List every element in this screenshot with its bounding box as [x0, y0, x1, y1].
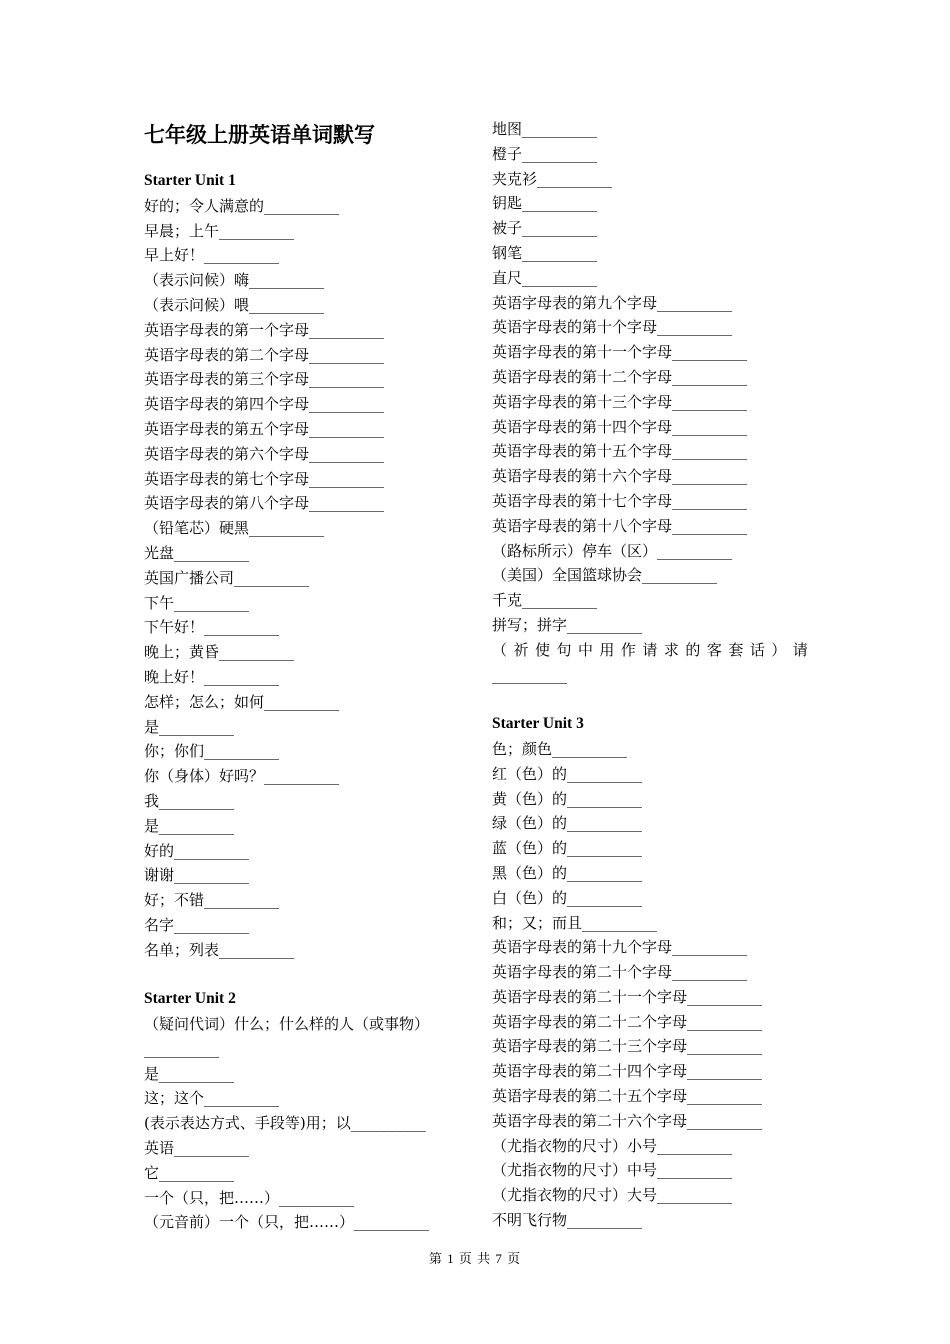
- answer-blank: __________: [567, 789, 643, 808]
- vocab-prompt: 白（色）的: [492, 888, 568, 907]
- vocab-item: [144, 665, 464, 690]
- answer-blank: __________: [567, 839, 643, 858]
- vocab-prompt: 晚上好！: [144, 667, 205, 686]
- answer-blank: __________: [657, 293, 733, 312]
- vocab-item: [144, 367, 464, 392]
- answer-blank: __________: [159, 791, 235, 810]
- answer-blank: __________: [174, 1139, 250, 1158]
- vocab-item: [492, 811, 812, 836]
- vocab-prompt: 早晨；上午: [144, 221, 220, 240]
- vocab-prompt: （尤指衣物的尺寸）中号: [492, 1161, 658, 1180]
- section-spacer: [144, 963, 464, 988]
- vocab-item: [144, 467, 464, 492]
- vocab-item: [144, 938, 464, 963]
- answer-blank: __________: [204, 246, 280, 265]
- vocab-prompt: 谢谢: [144, 866, 175, 885]
- vocab-item: [144, 690, 464, 715]
- answer-blank: __________: [174, 593, 250, 612]
- answer-blank: __________: [309, 395, 385, 414]
- vocab-prompt: 英语字母表的第一个字母: [144, 320, 310, 339]
- answer-blank: __________: [567, 1211, 643, 1230]
- section-heading: Starter Unit 3: [492, 715, 584, 733]
- vocab-item: [492, 1010, 812, 1035]
- vocab-item: [492, 861, 812, 886]
- answer-blank: __________: [159, 816, 235, 835]
- answer-blank: __________: [174, 915, 250, 934]
- vocab-prompt: 你（身体）好吗？: [144, 767, 265, 786]
- vocab-item: [144, 814, 464, 839]
- vocab-prompt: 和；又；而且: [492, 913, 583, 932]
- answer-blank: __________: [522, 591, 598, 610]
- vocab-prompt: 它: [144, 1163, 160, 1182]
- answer-blank: __________: [249, 295, 325, 314]
- vocab-item: [144, 1136, 464, 1161]
- vocab-prompt: 英语字母表的第二十四个字母: [492, 1062, 688, 1081]
- answer-blank: __________: [687, 1111, 763, 1130]
- vocab-prompt: 英语字母表的第十八个字母: [492, 516, 673, 535]
- vocab-item: [144, 913, 464, 938]
- answer-blank: __________: [672, 367, 748, 386]
- vocab-prompt: 名字: [144, 915, 175, 934]
- answer-blank: __________: [264, 767, 340, 786]
- vocab-item: [492, 390, 812, 415]
- answer-blank: __________: [309, 469, 385, 488]
- vocab-prompt: 色；颜色: [492, 739, 553, 758]
- answer-blank: __________: [567, 764, 643, 783]
- answer-blank: __________: [672, 516, 748, 535]
- vocab-prompt: 光盘: [144, 543, 175, 562]
- answer-blank: __________: [309, 345, 385, 364]
- vocab-item: [144, 243, 464, 268]
- answer-blank: __________: [204, 742, 280, 761]
- vocab-item: [492, 514, 812, 539]
- answer-blank: __________: [687, 987, 763, 1006]
- answer-blank: __________: [249, 271, 325, 290]
- vocab-item: [492, 216, 812, 241]
- vocab-item: [492, 167, 812, 192]
- answer-blank: __________: [552, 739, 628, 758]
- vocab-prompt: 晚上；黄昏: [144, 643, 220, 662]
- vocab-prompt: （尤指衣物的尺寸）大号: [492, 1186, 658, 1205]
- vocab-item: [144, 219, 464, 244]
- answer-blank: __________: [582, 913, 658, 932]
- vocab-prompt: 英语字母表的第七个字母: [144, 469, 310, 488]
- answer-blank: __________: [672, 467, 748, 486]
- answer-blank: __________: [522, 219, 598, 238]
- answer-blank: __________: [204, 891, 280, 910]
- vocab-prompt: 英语字母表的第二十二个字母: [492, 1012, 688, 1031]
- vocab-prompt: 英国广播公司: [144, 568, 235, 587]
- vocab-prompt: 英语字母表的第十一个字母: [492, 343, 673, 362]
- answer-blank: __________: [219, 643, 295, 662]
- prompt-char: 请: [792, 640, 808, 659]
- answer-blank: __________: [687, 1062, 763, 1081]
- vocab-prompt: 英语字母表的第二十五个字母: [492, 1087, 688, 1106]
- vocab-prompt: 英语字母表的第二十个字母: [492, 963, 673, 982]
- answer-blank: __________: [492, 665, 567, 684]
- vocab-item: [492, 960, 812, 985]
- vocab-prompt: 英语字母表的第十四个字母: [492, 417, 673, 436]
- vocab-item: [144, 566, 464, 591]
- vocab-prompt: 好的: [144, 841, 175, 860]
- vocab-item: [492, 241, 812, 266]
- vocab-prompt: 怎样；怎么；如何: [144, 692, 265, 711]
- vocab-item: [492, 563, 812, 588]
- answer-blank: __________: [567, 615, 643, 634]
- answer-blank: __________: [354, 1213, 430, 1232]
- answer-blank: __________: [204, 618, 280, 637]
- answer-blank: __________: [159, 1163, 235, 1182]
- prompt-char: 祈: [513, 640, 529, 659]
- prompt-char: 套: [728, 640, 744, 659]
- vocab-prompt: 我: [144, 791, 160, 810]
- vocab-item: [144, 591, 464, 616]
- answer-blank: __________: [249, 519, 325, 538]
- vocab-item: [144, 1062, 464, 1087]
- answer-blank: __________: [219, 221, 295, 240]
- vocab-item: [492, 1158, 812, 1183]
- vocab-item: [144, 268, 464, 293]
- answer-blank: __________: [159, 1064, 235, 1083]
- vocab-prompt: 下午好！: [144, 618, 205, 637]
- prompt-char: 用: [599, 640, 615, 659]
- vocab-prompt: 千克: [492, 591, 523, 610]
- vocab-item: [144, 1210, 464, 1235]
- answer-blank: __________: [219, 940, 295, 959]
- vocab-item: [492, 291, 812, 316]
- answer-blank: __________: [174, 543, 250, 562]
- prompt-char: ）: [771, 640, 787, 659]
- answer-blank: __________: [309, 320, 385, 339]
- vocab-prompt: 钥匙: [492, 194, 523, 213]
- vocab-prompt: 英语字母表的第十二个字母: [492, 367, 673, 386]
- answer-blank: __________: [687, 1087, 763, 1106]
- vocab-item: [144, 392, 464, 417]
- prompt-char: 句: [556, 640, 572, 659]
- vocab-item: [492, 1059, 812, 1084]
- vocab-item: [144, 715, 464, 740]
- vocab-item: [144, 1111, 464, 1136]
- answer-blank: __________: [672, 491, 748, 510]
- prompt-char: 的: [685, 640, 701, 659]
- vocab-item: [492, 787, 812, 812]
- vocab-item: [492, 762, 812, 787]
- vocab-item: [144, 541, 464, 566]
- answer-blank: __________: [672, 392, 748, 411]
- vocab-prompt: 直尺: [492, 268, 523, 287]
- vocab-prompt: 黑（色）的: [492, 863, 568, 882]
- vocab-item: [492, 1034, 812, 1059]
- vocab-prompt: 夹克衫: [492, 169, 538, 188]
- vocab-item: [144, 194, 464, 219]
- vocab-prompt: 英语字母表的第十九个字母: [492, 938, 673, 957]
- vocab-prompt: 英语字母表的第二十六个字母: [492, 1111, 688, 1130]
- answer-blank: __________: [350, 1114, 426, 1133]
- answer-blank: __________: [567, 814, 643, 833]
- vocab-prompt: 英语字母表的第二十一个字母: [492, 987, 688, 1006]
- answer-blank: __________: [672, 343, 748, 362]
- vocab-prompt: [492, 638, 808, 663]
- vocab-item: [492, 836, 812, 861]
- answer-blank: __________: [309, 494, 385, 513]
- vocab-prompt: 英语字母表的第三个字母: [144, 370, 310, 389]
- answer-blank: __________: [522, 120, 598, 138]
- vocab-prompt: 英语字母表的第四个字母: [144, 395, 310, 414]
- answer-blank: __________: [687, 1037, 763, 1056]
- vocab-prompt: 英语字母表的第十五个字母: [492, 442, 673, 461]
- vocab-item: [144, 888, 464, 913]
- vocab-prompt: 英语字母表的第十七个字母: [492, 491, 673, 510]
- vocab-prompt: （尤指衣物的尺寸）小号: [492, 1136, 658, 1155]
- vocab-item: [144, 839, 464, 864]
- vocab-prompt: 橙子: [492, 144, 523, 163]
- vocab-prompt: 英语字母表的第十三个字母: [492, 392, 673, 411]
- answer-blank: __________: [537, 169, 613, 188]
- vocab-prompt: 英语字母表的第十六个字母: [492, 467, 673, 486]
- vocab-item: [492, 911, 812, 936]
- vocab-item: [144, 343, 464, 368]
- page-footer: 第 1 页 共 7 页: [428, 1251, 522, 1266]
- section-heading: Starter Unit 2: [144, 990, 236, 1008]
- vocab-prompt: 是: [144, 816, 160, 835]
- answer-blank: __________: [174, 841, 250, 860]
- answer-blank: __________: [279, 1188, 355, 1207]
- vocab-item: [144, 442, 464, 467]
- vocab-item: [492, 588, 812, 613]
- answer-blank: __________: [204, 667, 280, 686]
- page-title: 七年级上册英语单词默写: [144, 123, 375, 147]
- answer-blank: __________: [174, 866, 250, 885]
- answer-blank: __________: [657, 318, 733, 337]
- answer-blank: __________: [144, 1039, 219, 1058]
- vocab-item: [492, 1134, 812, 1159]
- vocab-item: [492, 365, 812, 390]
- vocab-item: [492, 539, 812, 564]
- vocab-prompt: 钢笔: [492, 243, 523, 262]
- vocab-prompt: 英语字母表的第九个字母: [492, 293, 658, 312]
- vocab-prompt: 好；不错: [144, 891, 205, 910]
- vocab-item: [492, 439, 812, 464]
- vocab-prompt: 下午: [144, 593, 175, 612]
- answer-blank: __________: [657, 1186, 733, 1205]
- vocab-item: [492, 985, 812, 1010]
- vocab-prompt: 英语字母表的第六个字母: [144, 444, 310, 463]
- vocab-item: [492, 191, 812, 216]
- vocab-prompt: 是: [144, 717, 160, 736]
- vocab-item: [144, 1161, 464, 1186]
- answer-blank: __________: [672, 963, 748, 982]
- vocab-prompt: （表示问候）嗨: [144, 271, 250, 290]
- answer-blank: __________: [522, 144, 598, 163]
- vocab-prompt: 你；你们: [144, 742, 205, 761]
- vocab-prompt: 早上好！: [144, 246, 205, 265]
- section-spacer: [492, 687, 812, 712]
- vocab-item: [492, 266, 812, 291]
- vocab-prompt: 英语字母表的第二十三个字母: [492, 1037, 688, 1056]
- answer-blank: __________: [642, 566, 718, 585]
- answer-blank: __________: [264, 196, 340, 215]
- vocab-item: [144, 1086, 464, 1111]
- answer-blank: __________: [204, 1089, 280, 1108]
- answer-blank: __________: [657, 541, 733, 560]
- answer-blank: __________: [309, 370, 385, 389]
- answer-blank: __________: [522, 194, 598, 213]
- vocab-item: [492, 489, 812, 514]
- answer-blank: __________: [309, 419, 385, 438]
- vocab-item: [144, 417, 464, 442]
- vocab-item: [492, 1208, 812, 1233]
- answer-blank: __________: [657, 1161, 733, 1180]
- vocab-item: [492, 142, 812, 167]
- answer-blank: __________: [672, 417, 748, 436]
- answer-blank: __________: [264, 692, 340, 711]
- vocab-item: [144, 615, 464, 640]
- vocab-prompt: 英语字母表的第八个字母: [144, 494, 310, 513]
- vocab-item: [144, 789, 464, 814]
- vocab-prompt: （铅笔芯）硬黑: [144, 519, 250, 538]
- vocab-item: [492, 340, 812, 365]
- answer-blank: __________: [567, 888, 643, 907]
- prompt-char: 使: [534, 640, 550, 659]
- answer-blank: __________: [687, 1012, 763, 1031]
- answer-blank: __________: [567, 863, 643, 882]
- vocab-item: [492, 1183, 812, 1208]
- vocab-item: [144, 640, 464, 665]
- section-heading: Starter Unit 1: [144, 172, 236, 189]
- vocab-item: [492, 415, 812, 440]
- right-column: [492, 117, 812, 1233]
- vocab-prompt: 黄（色）的: [492, 789, 568, 808]
- vocab-prompt: (表示表达方式、手段等)用；以: [144, 1114, 351, 1133]
- vocab-item: [144, 739, 464, 764]
- prompt-char: 客: [706, 640, 722, 659]
- prompt-char: 请: [642, 640, 658, 659]
- answer-blank: __________: [657, 1136, 733, 1155]
- vocab-prompt: 这；这个: [144, 1089, 205, 1108]
- vocab-item: [492, 117, 812, 142]
- vocab-item: [492, 1084, 812, 1109]
- vocab-prompt: （表示问候）喂: [144, 295, 250, 314]
- vocab-prompt: 英语: [144, 1139, 175, 1158]
- vocab-item: [144, 491, 464, 516]
- left-column: [144, 117, 464, 1235]
- vocab-prompt: 英语字母表的第十个字母: [492, 318, 658, 337]
- prompt-char: 中: [577, 640, 593, 659]
- vocab-prompt: 绿（色）的: [492, 814, 568, 833]
- vocab-item: [492, 886, 812, 911]
- vocab-prompt: 被子: [492, 219, 523, 238]
- vocab-item: [492, 315, 812, 340]
- vocab-item: [492, 737, 812, 762]
- answer-blank: __________: [672, 938, 748, 957]
- prompt-char: 话: [749, 640, 765, 659]
- vocab-prompt: （美国）全国篮球协会: [492, 566, 643, 585]
- vocab-prompt: 英语字母表的第二个字母: [144, 345, 310, 364]
- prompt-char: 作: [620, 640, 636, 659]
- vocab-item: [492, 935, 812, 960]
- vocab-prompt: 不明飞行物: [492, 1211, 568, 1230]
- vocab-prompt: （路标所示）停车（区）: [492, 541, 658, 560]
- answer-blank: __________: [309, 444, 385, 463]
- vocab-item: [492, 464, 812, 489]
- vocab-item: [144, 318, 464, 343]
- vocab-item: [144, 516, 464, 541]
- answer-blank: __________: [522, 243, 598, 262]
- answer-blank: __________: [159, 717, 235, 736]
- vocab-item: [492, 613, 812, 638]
- vocab-prompt: （疑问代词）什么；什么样的人（或事物）: [144, 1015, 430, 1034]
- vocab-prompt: 名单；列表: [144, 940, 220, 959]
- vocab-prompt: 红（色）的: [492, 764, 568, 783]
- vocab-prompt: 英语字母表的第五个字母: [144, 419, 310, 438]
- vocab-prompt: 蓝（色）的: [492, 839, 568, 858]
- vocab-item: [492, 1109, 812, 1134]
- vocab-prompt: 好的；令人满意的: [144, 196, 265, 215]
- vocab-prompt: 拼写；拼字: [492, 615, 568, 634]
- vocab-prompt: 是: [144, 1064, 160, 1083]
- vocab-item: [144, 764, 464, 789]
- vocab-prompt: 一个（只，把……）: [144, 1188, 280, 1207]
- vocab-item: [144, 1186, 464, 1211]
- answer-blank: __________: [522, 268, 598, 287]
- vocab-prompt: （元音前）一个（只，把……）: [144, 1213, 355, 1232]
- vocab-prompt: 地图: [492, 120, 523, 138]
- answer-blank: __________: [234, 568, 310, 587]
- prompt-char: （: [492, 640, 508, 659]
- vocab-item: [144, 863, 464, 888]
- vocab-item: [144, 293, 464, 318]
- prompt-char: 求: [663, 640, 679, 659]
- answer-blank: __________: [672, 442, 748, 461]
